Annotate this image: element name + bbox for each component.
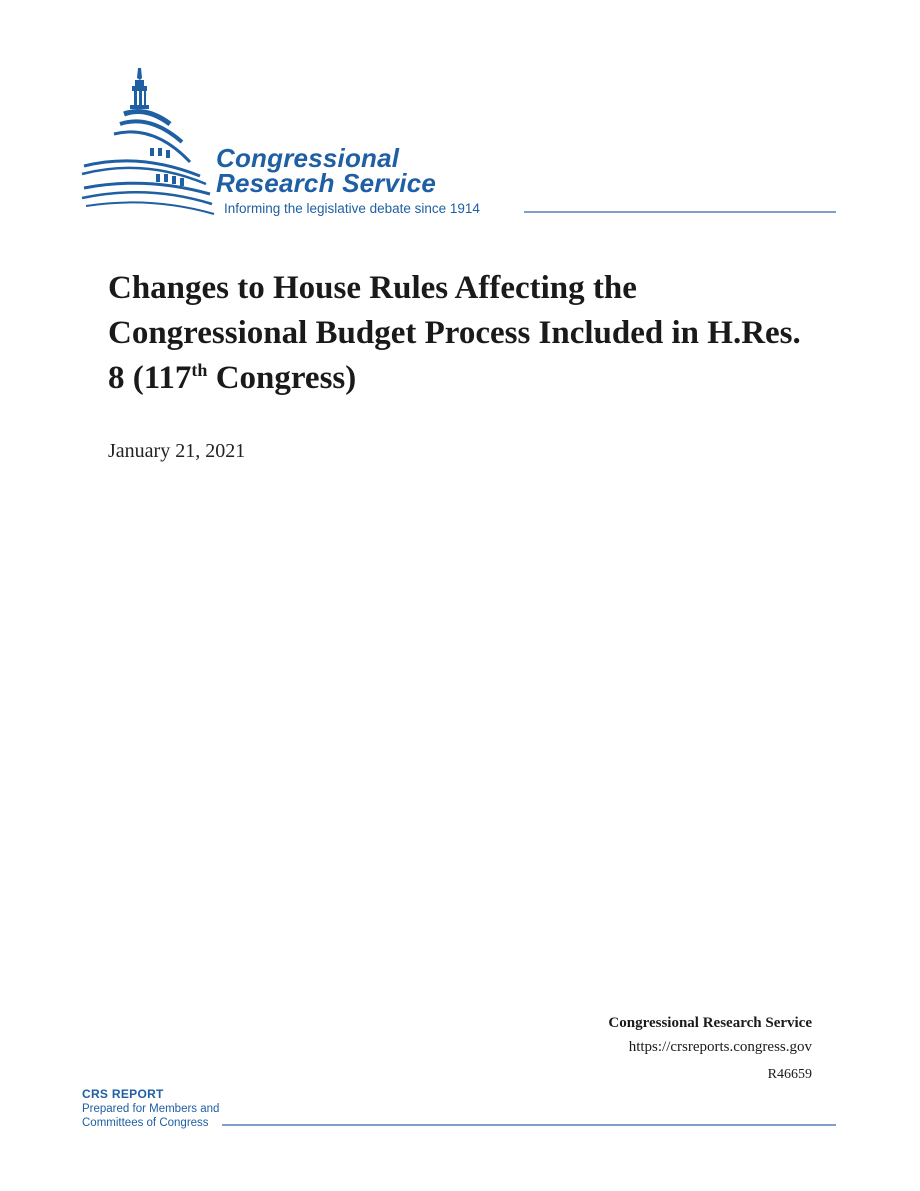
footer-line-1: Prepared for Members and (82, 1103, 220, 1115)
footer-divider (222, 1124, 836, 1126)
capitol-dome-icon (80, 66, 216, 216)
logo-tagline-row (224, 201, 836, 217)
logo-tagline: Informing the legislative debate since 1914 (224, 201, 486, 217)
logo-divider (524, 211, 836, 213)
footer-last-row (82, 1116, 836, 1130)
logo-name-line2: Research Service (216, 168, 437, 198)
publisher-url-link[interactable]: https://crsreports.congress.gov (628, 1039, 812, 1055)
footer-line-2: Committees of Congress (82, 1116, 215, 1130)
footer-label: CRS REPORT (82, 1087, 164, 1101)
report-title-part1: Changes to House Rules Affecting the Congressional Budget Process Included in H.Res. 8 (117 (108, 270, 801, 396)
crs-logo (80, 66, 840, 222)
report-title (108, 266, 808, 401)
report-date: January 21, 2021 (108, 440, 246, 462)
logo-name-line1: Congressional (216, 143, 400, 173)
report-number: R46659 (767, 1067, 812, 1082)
report-title-superscript: th (191, 360, 208, 380)
report-title-part2: Congress) (207, 360, 357, 396)
crs-report-footer (82, 1087, 836, 1133)
logo-wordmark (216, 143, 437, 198)
publisher-block (608, 1012, 812, 1086)
publisher-name: Congressional Research Service (608, 1015, 812, 1031)
